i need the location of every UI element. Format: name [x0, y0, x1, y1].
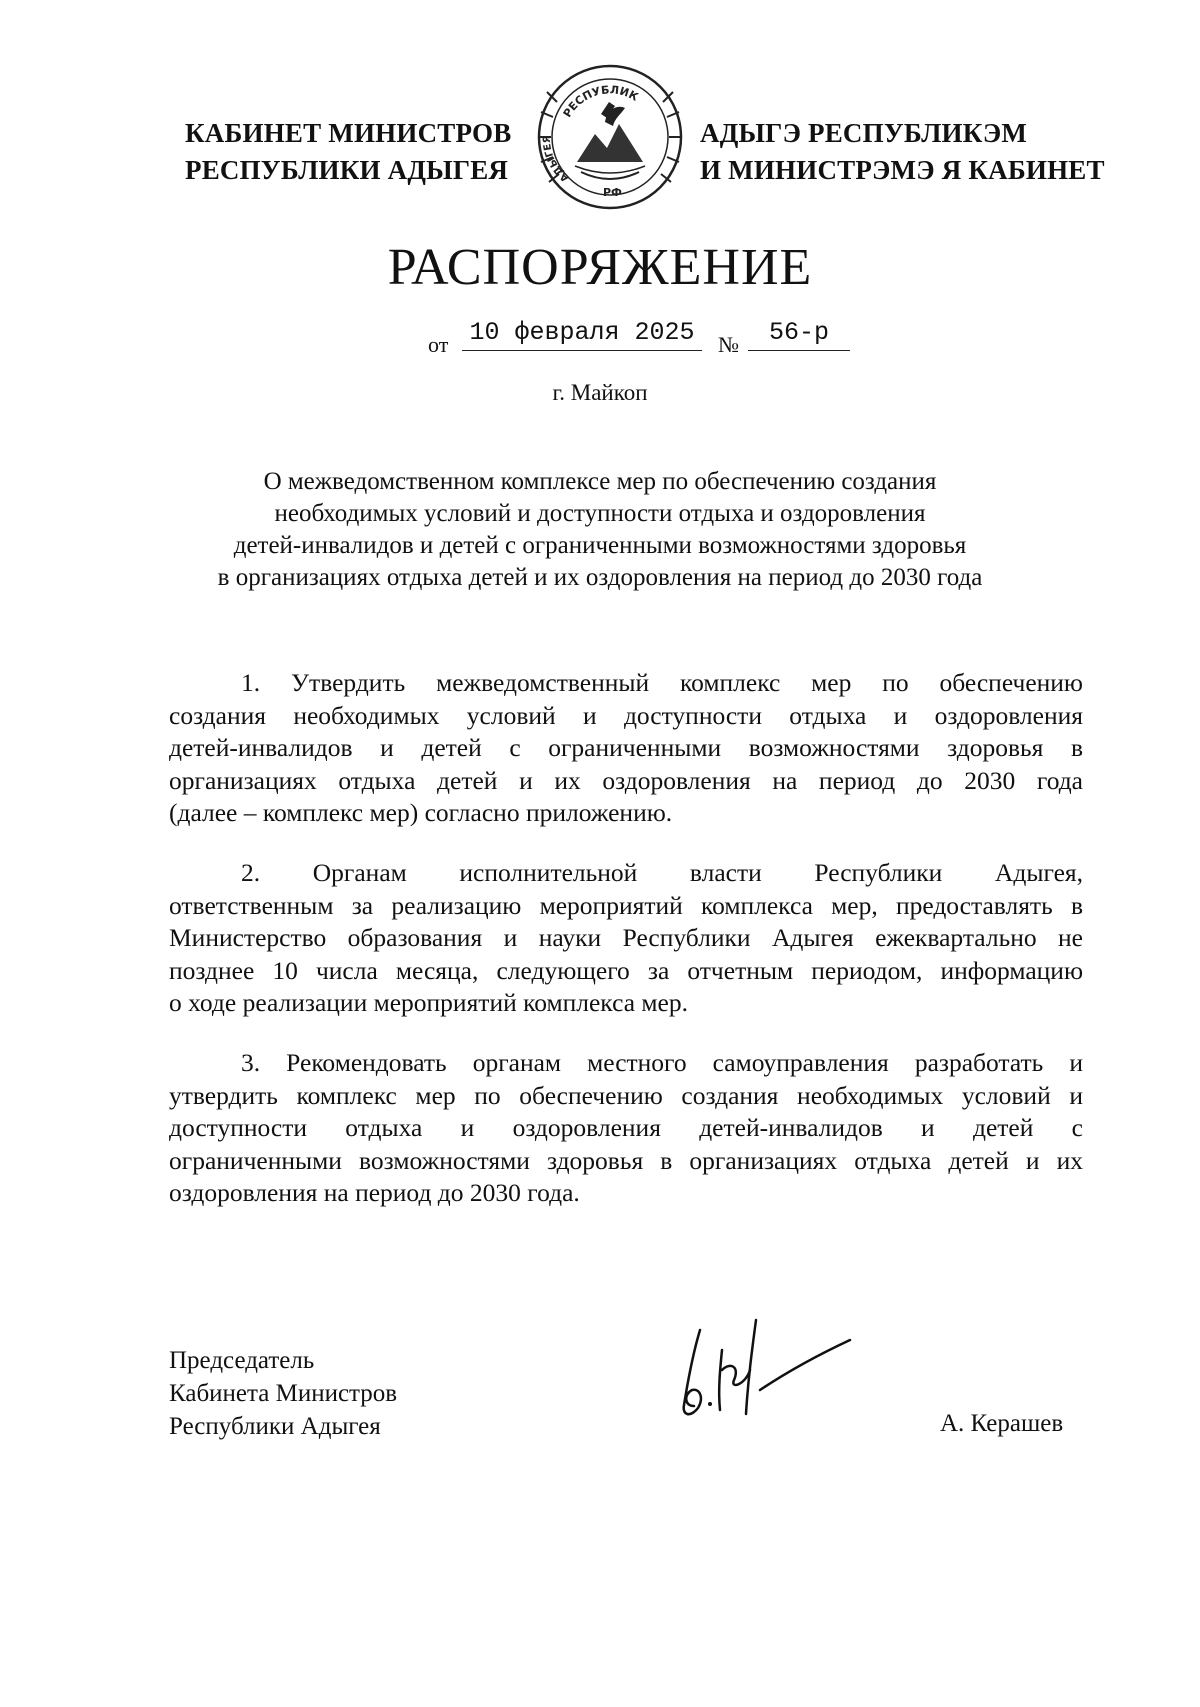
- signatory-name: А. Керашев: [940, 1410, 1064, 1437]
- signatory-position: [169, 1344, 397, 1443]
- header-right-line1: АДЫГЭ РЕСПУБЛИКЭМ: [700, 118, 1028, 148]
- subject-line: О межведомственном комплексе мер по обеспечению создания: [263, 468, 937, 495]
- handwritten-signature-icon: [660, 1310, 860, 1430]
- header-left-line2: РЕСПУБЛИКИ АДЫГЕЯ: [185, 155, 509, 185]
- paragraph-line: детей-инвалидов и детей с ограниченными возможностями здоровья в: [169, 733, 1083, 762]
- svg-text:РЕСПУБЛИК: [561, 83, 641, 119]
- paragraph-line: ответственным за реализацию мероприятий комплекса мер, предоставлять в: [169, 890, 1083, 920]
- position-line: Председатель: [169, 1347, 315, 1374]
- adygea-coat-of-arms-icon: [535, 62, 685, 212]
- paragraph-3: [169, 1047, 1083, 1210]
- document-number: 56-р: [748, 318, 850, 351]
- number-prefix: №: [718, 332, 739, 357]
- position-line: Республики Адыгея: [169, 1413, 381, 1440]
- document-date: 10 февраля 2025: [462, 318, 702, 351]
- emblem-text-bottom: РФ: [603, 186, 622, 199]
- paragraph-2: [169, 857, 1083, 1020]
- document-subject: [150, 466, 1050, 594]
- header-left: [185, 115, 511, 189]
- subject-line: в организациях отдыха детей и их оздоровления на период до 2030 года: [217, 564, 983, 591]
- header-right: [700, 115, 1105, 189]
- paragraph-line: о ходе реализации мероприятий комплекса мер.: [169, 988, 688, 1017]
- subject-line: необходимых условий и доступности отдыха и оздоровления: [274, 500, 926, 527]
- header-left-line1: КАБИНЕТ МИНИСТРОВ: [185, 118, 512, 148]
- paragraph-line: утвердить комплекс мер по обеспечению создания необходимых условий и: [169, 1080, 1083, 1110]
- paragraph-1: [169, 667, 1083, 830]
- paragraph-line: создания необходимых условий и доступности отдыха и оздоровления: [169, 700, 1083, 730]
- date-prefix: от: [428, 332, 449, 357]
- paragraph-line: 3. Рекомендовать органам местного самоуправления разработать и: [241, 1048, 1083, 1077]
- paragraph-line: оздоровления на период до 2030 года.: [169, 1178, 580, 1207]
- position-line: Кабинета Министров: [169, 1380, 398, 1407]
- paragraph-line: доступности отдыха и оздоровления детей-инвалидов и детей с: [169, 1113, 1083, 1142]
- paragraph-line: (далее – комплекс мер) согласно приложению.: [169, 798, 673, 827]
- paragraph-line: позднее 10 числа месяца, следующего за отчетным периодом, информацию: [169, 955, 1083, 985]
- emblem-text-top: РЕСПУБЛИК: [560, 83, 641, 120]
- document-title: РАСПОРЯЖЕНИЕ: [387, 239, 813, 296]
- header-right-line2: И МИНИСТРЭМЭ Я КАБИНЕТ: [700, 155, 1105, 185]
- paragraph-line: ограниченными возможностями здоровья в организациях отдыха детей и их: [169, 1145, 1083, 1175]
- emblem-text-left: АДЫГЕЯ: [541, 135, 572, 184]
- paragraph-line: организациях отдыха детей и их оздоровления на период до 2030 года: [169, 765, 1083, 795]
- city: г. Майкоп: [552, 380, 648, 405]
- paragraph-line: 1. Утвердить межведомственный комплекс мер по обеспечению: [241, 668, 1083, 697]
- subject-line: детей-инвалидов и детей с ограниченными возможностями здоровья: [233, 532, 967, 559]
- paragraph-line: 2. Органам исполнительной власти Республики Адыгея,: [241, 858, 1083, 887]
- paragraph-line: Министерство образования и науки Республики Адыгея ежеквартально не: [169, 923, 1083, 952]
